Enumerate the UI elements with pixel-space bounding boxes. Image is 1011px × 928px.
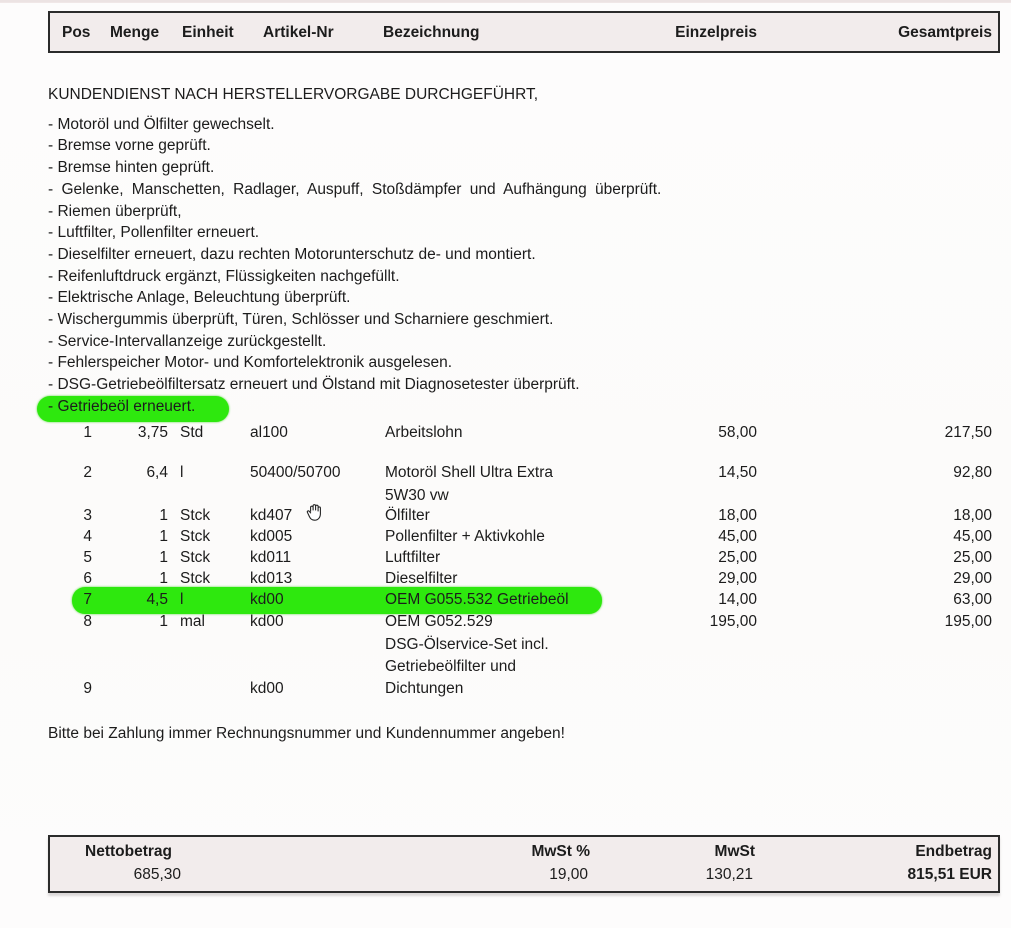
- cell-einheit: Stck: [180, 507, 211, 524]
- cell-einheit: Stck: [180, 570, 211, 587]
- service-note: - Wischergummis überprüft, Türen, Schlösser und Scharniere geschmiert.: [48, 311, 554, 329]
- cell-menge: 1: [159, 613, 168, 630]
- service-note: - Service-Intervallanzeige zurückgestellt.: [48, 332, 327, 350]
- service-note: - Luftfilter, Pollenfilter erneuert.: [48, 224, 260, 242]
- cell-artikel-nr: al100: [250, 424, 288, 441]
- label-mwst-percent: MwSt %: [531, 843, 590, 860]
- service-notes-title: KUNDENDIENST NACH HERSTELLERVORGABE DURCHGEFÜHRT,: [48, 86, 539, 103]
- service-note: - Dieselfilter erneuert, dazu rechten Motorunterschutz de- und montiert.: [48, 245, 536, 263]
- cell-einzelpreis: 25,00: [718, 549, 757, 566]
- col-header-menge: Menge: [110, 24, 160, 41]
- cell-gesamtpreis: 45,00: [953, 528, 992, 545]
- col-header-gesamtpreis: Gesamtpreis: [898, 24, 992, 41]
- service-note: - Elektrische Anlage, Beleuchtung überprüft.: [48, 289, 351, 307]
- cell-menge: 4,5: [146, 591, 168, 608]
- label-endbetrag: Endbetrag: [915, 843, 992, 860]
- label-mwst: MwSt: [714, 843, 755, 860]
- cell-artikel-nr: kd407: [250, 507, 293, 524]
- service-notes: [48, 84, 788, 418]
- service-note: - Reifenluftdruck ergänzt, Flüssigkeiten nachgefüllt.: [48, 267, 400, 285]
- cell-bezeichnung: Arbeitslohn: [385, 424, 463, 441]
- cell-artikel-nr: kd00: [250, 680, 284, 697]
- cell-gesamtpreis: 217,50: [944, 424, 992, 441]
- service-note: - Bremse vorne geprüft.: [48, 137, 211, 155]
- payment-note: Bitte bei Zahlung immer Rechnungsnummer und Kundennummer angeben!: [48, 725, 565, 742]
- cell-einzelpreis: 14,50: [718, 464, 757, 481]
- cell-einheit: l: [180, 464, 184, 481]
- cell-bezeichnung: Dieselfilter: [385, 570, 458, 587]
- cell-bezeichnung: Dichtungen: [385, 680, 464, 697]
- cell-pos: 7: [83, 591, 92, 608]
- cell-einheit: Stck: [180, 528, 211, 545]
- cell-artikel-nr: kd013: [250, 570, 293, 587]
- scan-crease: [0, 0, 1011, 2]
- service-note: - Fehlerspeicher Motor- und Komfortelektronik ausgelesen.: [48, 354, 453, 372]
- cell-menge: 1: [159, 549, 168, 566]
- cell-einheit: l: [180, 591, 184, 608]
- service-note: - Bremse hinten geprüft.: [48, 159, 215, 177]
- cell-artikel-nr: kd011: [250, 549, 292, 566]
- cell-einzelpreis: 29,00: [718, 570, 757, 587]
- col-header-einzelpreis: Einzelpreis: [675, 24, 757, 41]
- cell-menge: 1: [159, 570, 168, 587]
- cell-bezeichnung: Luftfilter: [385, 549, 441, 566]
- cell-pos: 4: [83, 528, 92, 545]
- service-note: - Gelenke, Manschetten, Radlager, Auspuff, Stoßdämpfer und Aufhängung überprüft.: [48, 180, 662, 198]
- col-header-artikel-nr: Artikel-Nr: [263, 24, 334, 41]
- cell-gesamtpreis: 195,00: [944, 613, 992, 630]
- cell-artikel-nr: kd00: [250, 613, 284, 630]
- cell-pos: 3: [83, 507, 92, 524]
- cell-bezeichnung-line3: Getriebeölfilter und: [385, 658, 516, 675]
- cell-bezeichnung-line2: 5W30 vw: [385, 487, 449, 504]
- cell-gesamtpreis: 29,00: [953, 570, 992, 587]
- cell-pos: 1: [83, 424, 92, 441]
- cell-einzelpreis: 14,00: [718, 591, 757, 608]
- label-nettobetrag: Nettobetrag: [85, 843, 172, 860]
- cell-bezeichnung: Motoröl Shell Ultra Extra: [385, 464, 553, 481]
- cell-artikel-nr: 50400/50700: [250, 464, 341, 481]
- cell-gesamtpreis: 92,80: [953, 464, 992, 481]
- cell-menge: 6,4: [146, 464, 168, 481]
- service-note: - DSG-Getriebeölfiltersatz erneuert und Ölstand mit Diagnosetester überprüft.: [48, 376, 580, 394]
- cell-gesamtpreis: 18,00: [953, 507, 992, 524]
- col-header-pos: Pos: [62, 24, 91, 41]
- cell-einzelpreis: 45,00: [718, 528, 757, 545]
- cell-artikel-nr: kd00: [250, 591, 284, 608]
- value-endbetrag: 815,51 EUR: [907, 866, 992, 883]
- hand-cursor-icon: [306, 502, 323, 527]
- cell-einzelpreis: 18,00: [718, 507, 757, 524]
- cell-gesamtpreis: 25,00: [953, 549, 992, 566]
- cell-menge: 1: [159, 507, 168, 524]
- value-mwst-percent: 19,00: [549, 866, 588, 883]
- value-nettobetrag: 685,30: [133, 866, 181, 883]
- col-header-bezeichnung: Bezeichnung: [383, 24, 480, 41]
- cell-pos: 9: [83, 680, 92, 697]
- cell-einzelpreis: 58,00: [718, 424, 757, 441]
- cell-bezeichnung: Pollenfilter + Aktivkohle: [385, 528, 545, 545]
- cell-bezeichnung-line2: DSG-Ölservice-Set incl.: [385, 636, 549, 653]
- cell-einheit: mal: [180, 613, 205, 630]
- cell-artikel-nr: kd005: [250, 528, 293, 545]
- service-note: - Riemen überprüft,: [48, 202, 182, 220]
- cell-bezeichnung: OEM G055.532 Getriebeöl: [385, 591, 569, 608]
- cell-pos: 8: [83, 613, 92, 630]
- service-note: - Motoröl und Ölfilter gewechselt.: [48, 115, 275, 133]
- cell-pos: 6: [83, 570, 92, 587]
- cell-einzelpreis: 195,00: [709, 613, 757, 630]
- col-header-einheit: Einheit: [182, 24, 234, 41]
- cell-menge: 3,75: [137, 424, 168, 441]
- cell-bezeichnung: Ölfilter: [385, 507, 430, 524]
- cell-bezeichnung: OEM G052.529: [385, 613, 493, 630]
- cell-einheit: Std: [180, 424, 204, 441]
- cell-pos: 5: [83, 549, 92, 566]
- cell-gesamtpreis: 63,00: [953, 591, 992, 608]
- cell-einheit: Stck: [180, 549, 211, 566]
- value-mwst: 130,21: [705, 866, 753, 883]
- service-note-highlighted: - Getriebeöl erneuert.: [48, 397, 196, 415]
- cell-menge: 1: [159, 528, 168, 545]
- cell-pos: 2: [83, 464, 92, 481]
